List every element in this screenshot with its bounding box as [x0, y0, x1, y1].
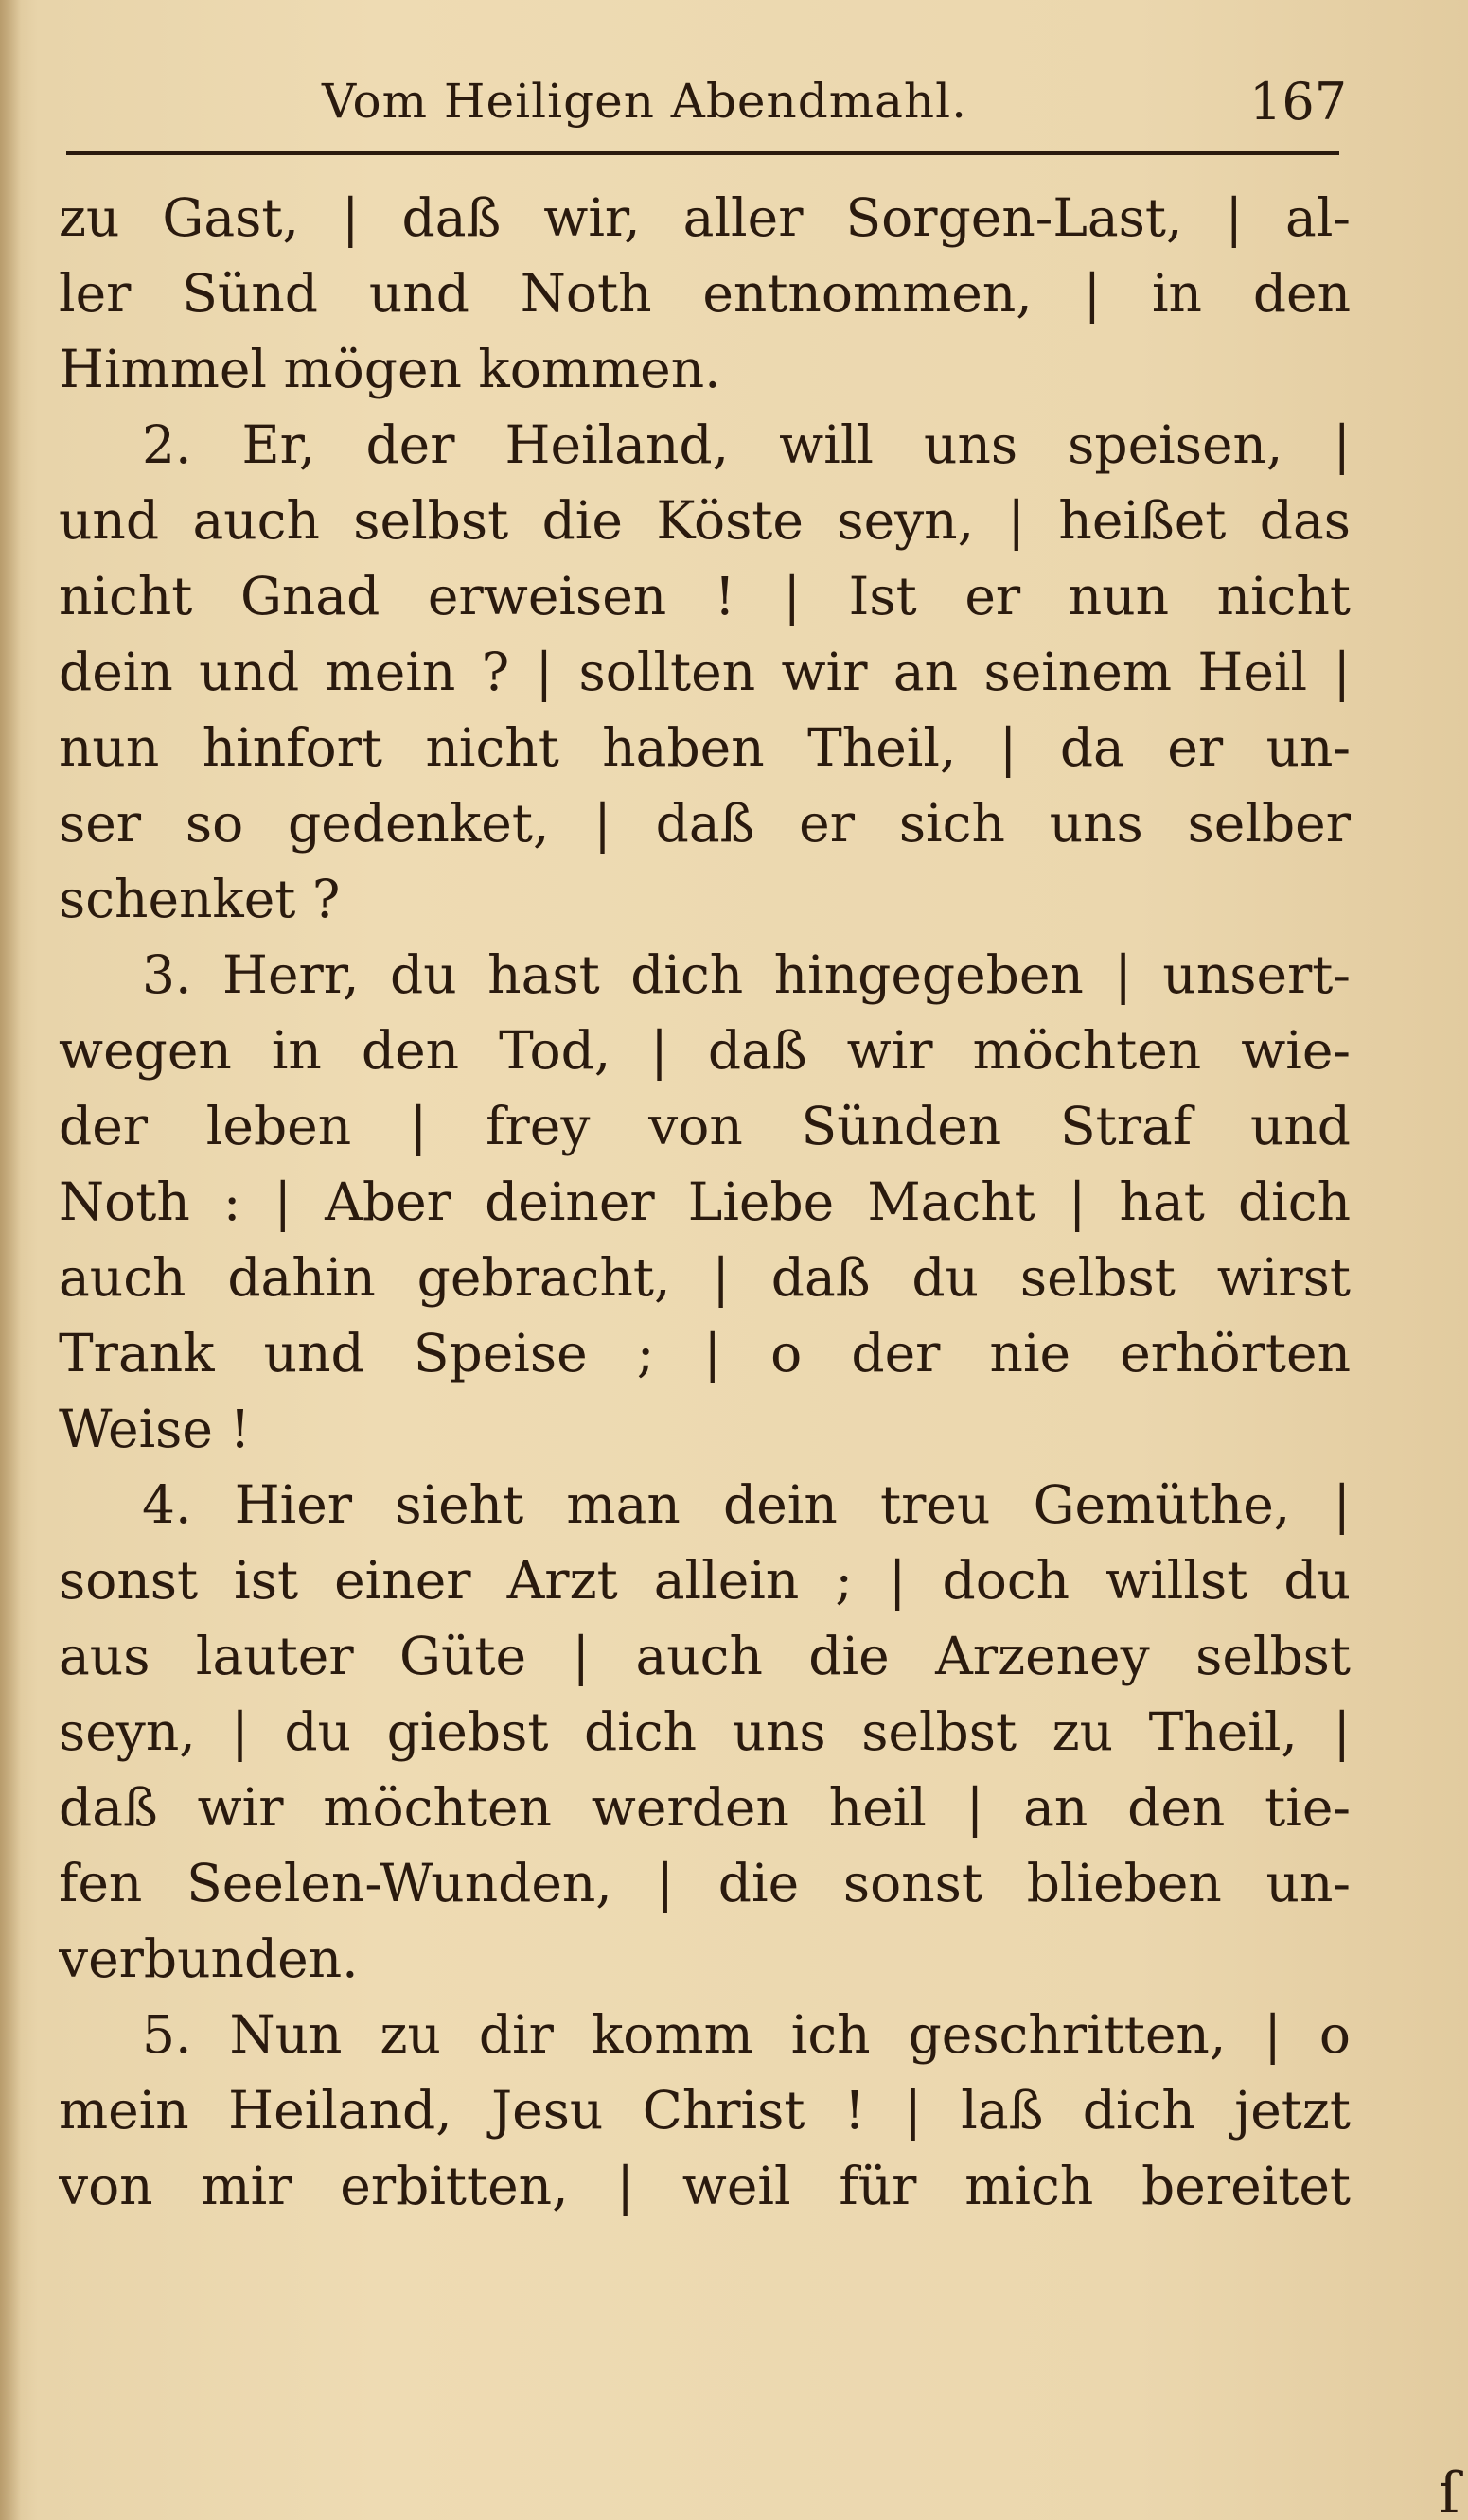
text-line: nun hinfort nicht haben Theil, | da er un-	[59, 717, 1351, 778]
text-line: aus lauter Güte | auch die Arzeney selbst	[59, 1626, 1351, 1686]
text-line: ler Sünd und Noth entnommen, | in den	[59, 263, 1351, 324]
text-line: ser so gedenket, | daß er sich uns selber	[59, 793, 1351, 854]
text-line: schenket ?	[59, 869, 341, 929]
verse-2-start: 2. Er, der Heiland, will uns speisen, |	[142, 414, 1351, 475]
text-line: auch dahin gebracht, | daß du selbst wirst	[59, 1247, 1351, 1308]
text-line: dein und mein ? | sollten wir an seinem Heil |	[59, 642, 1351, 702]
corner-mark: ſ	[1439, 2460, 1460, 2520]
text-line: Weise !	[59, 1399, 251, 1459]
text-line: fen Seelen-Wunden, | die sonst blieben un-	[59, 1853, 1351, 1913]
text-line: nicht Gnad erweisen ! | Ist er nun nicht	[59, 566, 1351, 626]
text-line: seyn, | du giebst dich uns selbst zu Theil, |	[59, 1701, 1351, 1762]
text-line: sonst ist einer Arzt allein ; | doch willst du	[59, 1550, 1351, 1611]
text-line: mein Heiland, Jesu Christ ! | laß dich jetzt	[59, 2080, 1351, 2141]
verse-3-start: 3. Herr, du hast dich hingegeben | unsert-	[142, 944, 1351, 1005]
running-title: Vom Heiligen Abendmahl.	[322, 74, 968, 129]
header-rule	[66, 151, 1339, 155]
hymn-text	[59, 180, 1351, 2224]
text-line: Noth : | Aber deiner Liebe Macht | hat dich	[59, 1172, 1351, 1232]
text-line: der leben | frey von Sünden Straf und	[59, 1096, 1351, 1156]
text-line: verbunden.	[59, 1929, 359, 1989]
text-line: zu Gast, | daß wir, aller Sorgen-Last, | al-	[59, 187, 1351, 248]
spine-shadow	[0, 0, 21, 2520]
verse-5-start: 5. Nun zu dir komm ich geschritten, | o	[142, 2004, 1351, 2065]
text-line: wegen in den Tod, | daß wir möchten wie-	[59, 1020, 1351, 1081]
page-number: 167	[1249, 72, 1348, 132]
text-line: Himmel mögen kommen.	[59, 339, 721, 399]
text-line: Trank und Speise ; | o der nie erhörten	[59, 1323, 1351, 1383]
text-line: daß wir möchten werden heil | an den tie-	[59, 1777, 1351, 1838]
text-line: von mir erbitten, | weil für mich bereitet	[59, 2156, 1351, 2216]
text-line: und auch selbst die Köste seyn, | heißet das	[59, 490, 1351, 551]
verse-4-start: 4. Hier sieht man dein treu Gemüthe, |	[142, 1474, 1351, 1535]
